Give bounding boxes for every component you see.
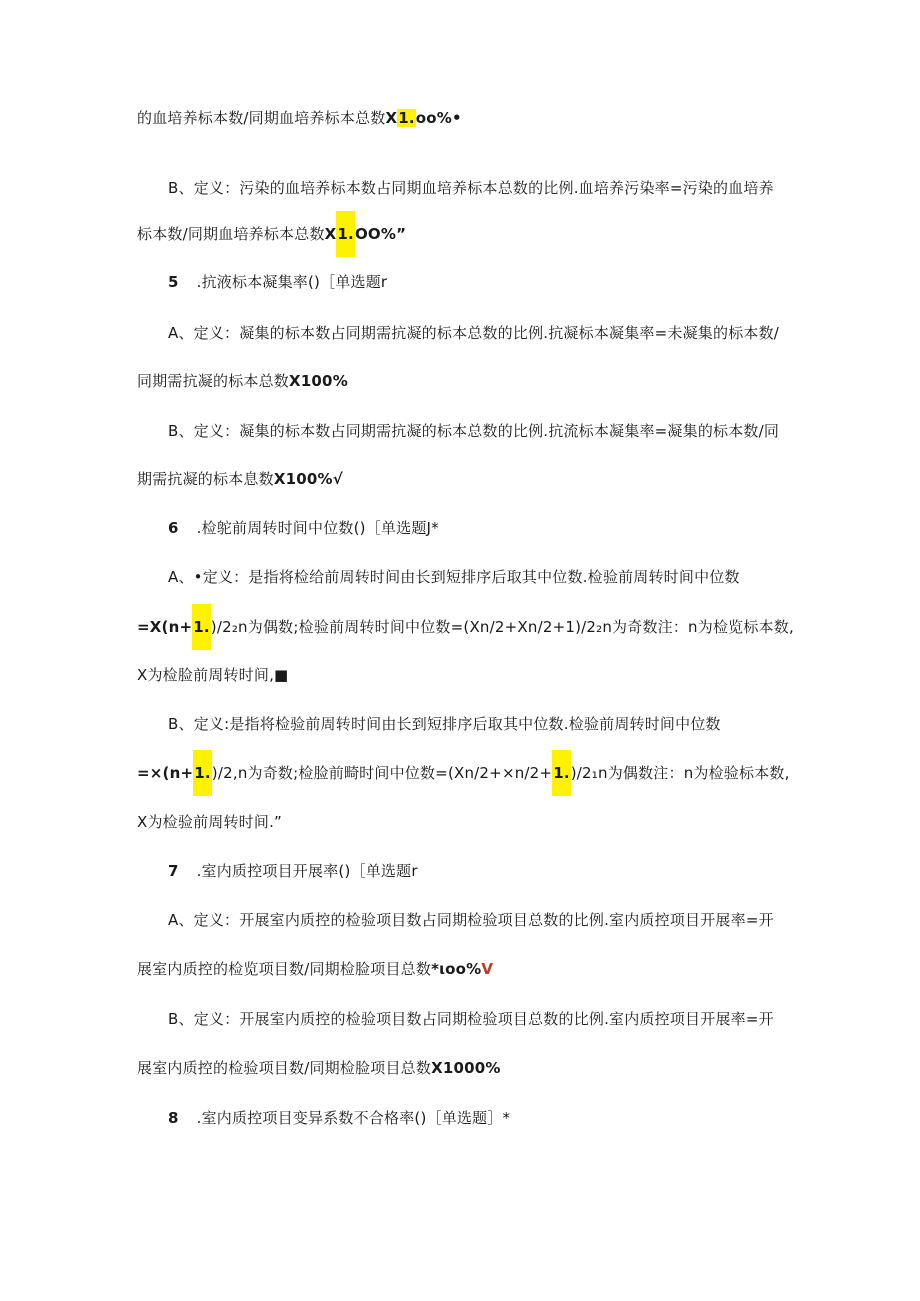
option-a-line-3: X为检脸前周转时间,■ [137, 666, 289, 684]
highlight-mark: 1. [398, 109, 415, 127]
option-b-line-2: 期需抗凝的标本息数X100%√ [137, 470, 343, 488]
option-a-line-1: A、定义：开展室内质控的检验项目数占同期检验项目总数的比例.室内质控项目开展率=开 [168, 911, 774, 929]
option-a-line-2: 展室内质控的检览项目数/同期检脸项目总数*ιoo%V [137, 960, 494, 978]
question-6-title: 6 .检鸵前周转时间中位数()［单选题J* [168, 519, 439, 537]
option-b-line-3: X为检验前周转时间.” [137, 813, 283, 831]
highlight-mark: 1. [193, 750, 212, 796]
question-8-title: 8 .室内质控项目变异系数不合格率()［单选题］* [168, 1109, 511, 1127]
check-mark: V [481, 960, 494, 978]
option-b-line-1: B、定义：污染的血培养标本数占同期血培养标本总数的比例.血培养污染率=污染的血培养 [168, 179, 774, 197]
question-7-title: 7 .室内质控项目开展率()［单选题r [168, 862, 418, 880]
option-a-line-2: 同期需抗凝的标本总数X100% [137, 372, 348, 390]
option-b-line-2: 展室内质控的检验项目数/同期检脸项目总数X1000% [137, 1059, 501, 1077]
option-b-line-1: B、定义:是指将检验前周转时间由长到短排序后取其中位数.检验前周转时间中位数 [168, 715, 721, 733]
question-5-title: 5 .抗液标本凝集率()［单选题r [168, 273, 388, 291]
option-a-line-1: A、定义：凝集的标本数占同期需抗凝的标本总数的比例.抗凝标本凝集率=未凝集的标本数/ [168, 324, 780, 342]
text-line-1: 的血培养标本数/同期血培养标本总数X1.oo%• [137, 109, 462, 127]
option-b-line-1: B、定义：凝集的标本数占同期需抗凝的标本总数的比例.抗流标本凝集率=凝集的标本数/同 [168, 422, 780, 440]
option-b-line-1: B、定义：开展室内质控的检验项目数占同期检验项目总数的比例.室内质控项目开展率=开 [168, 1010, 774, 1028]
option-a-line-1: A、•定义：是指将检给前周转时间由长到短排序后取其中位数.检验前周转时间中位数 [168, 568, 740, 586]
highlight-mark: 1. [192, 604, 211, 650]
option-b-line-2: =×(n+1.)/2,n为奇数;检脸前畸时间中位数=(Xn/2+×n/2+1.)/2₁n为偶数注：n为检验标本数, [137, 763, 790, 796]
option-b-line-2: 标本数/同期血培养标本总数X1.OO%” [137, 224, 406, 257]
highlight-mark: 1. [336, 211, 355, 257]
highlight-mark: 1. [552, 750, 571, 796]
option-a-line-2: =X(n+1.)/2₂n为偶数;检验前周转时间中位数=(Xn/2+Xn/2+1)/2₂n为奇数注：n为检览标本数, [137, 617, 794, 650]
